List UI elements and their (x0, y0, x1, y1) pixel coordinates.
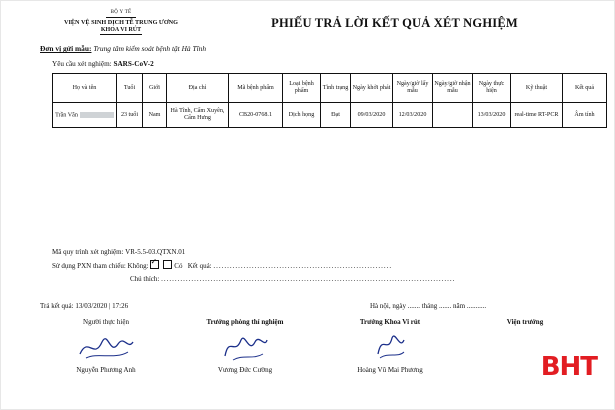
signature-block-dept-head (320, 318, 460, 374)
signature-name: Hoàng Vũ Mai Phương (357, 366, 423, 375)
cell-name (53, 103, 117, 128)
institute-label: VIỆN VỆ SINH DỊCH TỄ TRUNG ƯƠNG (64, 18, 178, 26)
col-sample-code: Mã bệnh phẩm (229, 74, 283, 103)
patient-results-table (52, 73, 607, 128)
protocol-line (52, 246, 603, 259)
col-onset-date: Ngày khởi phát (351, 74, 393, 103)
protocol-value: VR-5.5-03.QTXN.01 (125, 248, 186, 257)
signature-title: Trưởng phòng thí nghiệm (206, 318, 284, 327)
table-row (53, 103, 607, 128)
request-value: SARS-CoV-2 (113, 60, 154, 69)
note-label: Chú thích: (130, 274, 160, 283)
cell-technique: real-time RT-PCR (511, 103, 563, 128)
ministry-label: BỘ Y TẾ (110, 10, 132, 15)
ministry-underline (106, 17, 136, 18)
cell-age: 23 tuổi (117, 103, 143, 128)
signature-title: Trưởng Khoa Vi rút (359, 318, 421, 327)
sender-value: Trung tâm kiểm soát bệnh tật Hà Tĩnh (93, 44, 207, 54)
document-header (12, 6, 603, 35)
col-address: Địa chỉ (167, 74, 229, 103)
cell-receive-date (433, 103, 473, 128)
request-label: Yêu cầu xét nghiệm: (52, 60, 112, 69)
col-perform-date: Ngày thực hiện (473, 74, 511, 103)
cell-condition: Đạt (321, 103, 351, 128)
signature-mark-area (42, 326, 170, 366)
col-result: Kết quả (563, 74, 607, 103)
cell-sex: Nam (143, 103, 167, 128)
sender-label: Đơn vị gửi mẫu: (40, 44, 92, 54)
reference-yes-label: Có (174, 261, 183, 270)
department-underline (100, 34, 142, 35)
col-receive-date: Ngày/giờ nhận mẫu (433, 74, 473, 103)
cell-address: Hà Tĩnh, Cẩm Xuyên, Cẩm Hưng (167, 103, 229, 128)
cell-sample-type: Dịch họng (283, 103, 321, 128)
signature-icon (219, 330, 271, 364)
result-delivery-time: 17:26 (112, 302, 129, 311)
result-delivery-row (12, 302, 603, 310)
result-delivery-label: Trả kết quả: (40, 302, 74, 311)
signature-mark-area (170, 326, 320, 366)
signature-block-lab-head (170, 318, 320, 374)
col-collect-date: Ngày/giờ lấy mẫu (393, 74, 433, 103)
signature-title: Viện trưởng (506, 318, 544, 327)
cell-onset-date: 09/03/2020 (351, 103, 393, 128)
cell-perform-date: 13/03/2020 (473, 103, 511, 128)
col-sample-type: Loại bệnh phẩm (283, 74, 321, 103)
patient-name: Trần Văn (55, 111, 78, 118)
signature-name: Vương Đức Cường (217, 366, 273, 375)
protocol-section (12, 246, 603, 286)
result-delivery-date: 13/03/2020 (75, 302, 108, 311)
title-block (216, 10, 603, 31)
signature-row (12, 318, 603, 374)
signature-icon (76, 330, 136, 364)
col-sex: Giới (143, 74, 167, 103)
request-line (12, 60, 603, 68)
col-age: Tuổi (117, 74, 143, 103)
signature-title: Người thực hiện (83, 318, 129, 327)
bht-logo: BHT (540, 352, 597, 382)
col-condition: Tình trạng (321, 74, 351, 103)
protocol-label: Mã quy trình xét nghiệm: (52, 248, 124, 257)
reference-lab-line (52, 260, 603, 273)
redaction-bar (80, 112, 114, 118)
table-header-row (53, 74, 607, 103)
cell-sample-code: CB20-0768.1 (229, 103, 283, 128)
reference-no-label: Không: (127, 261, 149, 270)
checkbox-yes[interactable] (163, 260, 172, 269)
cell-result: Âm tính (563, 103, 607, 128)
result-delivery-left: Trả kết quả: 13/03/2020 | 17:26 (40, 302, 129, 311)
note-line (52, 273, 603, 286)
col-name: Họ và tên (53, 74, 117, 103)
checkbox-no[interactable] (150, 260, 159, 269)
department-label: KHOA VI RÚT (100, 26, 142, 33)
cell-collect-date: 12/03/2020 (393, 103, 433, 128)
page-title: PHIẾU TRẢ LỜI KẾT QUẢ XÉT NGHIỆM (271, 16, 518, 30)
signature-block-performer (42, 318, 170, 374)
reference-lab-label: Sử dụng PXN tham chiếu: (52, 261, 126, 270)
reference-result-dots: ................................................................. (213, 261, 393, 270)
note-dots: ........................................................................................................... (161, 274, 456, 283)
organization-block (12, 10, 216, 35)
signature-name: Nguyễn Phương Anh (76, 366, 136, 375)
col-technique: Kỹ thuật (511, 74, 563, 103)
signature-icon (370, 330, 410, 364)
result-place-date: Hà nội, ngày ....... tháng ....... năm ........... (370, 302, 487, 311)
reference-result-label: Kết quả: (187, 261, 212, 270)
sender-line (12, 44, 603, 53)
signature-mark-area (320, 326, 460, 366)
